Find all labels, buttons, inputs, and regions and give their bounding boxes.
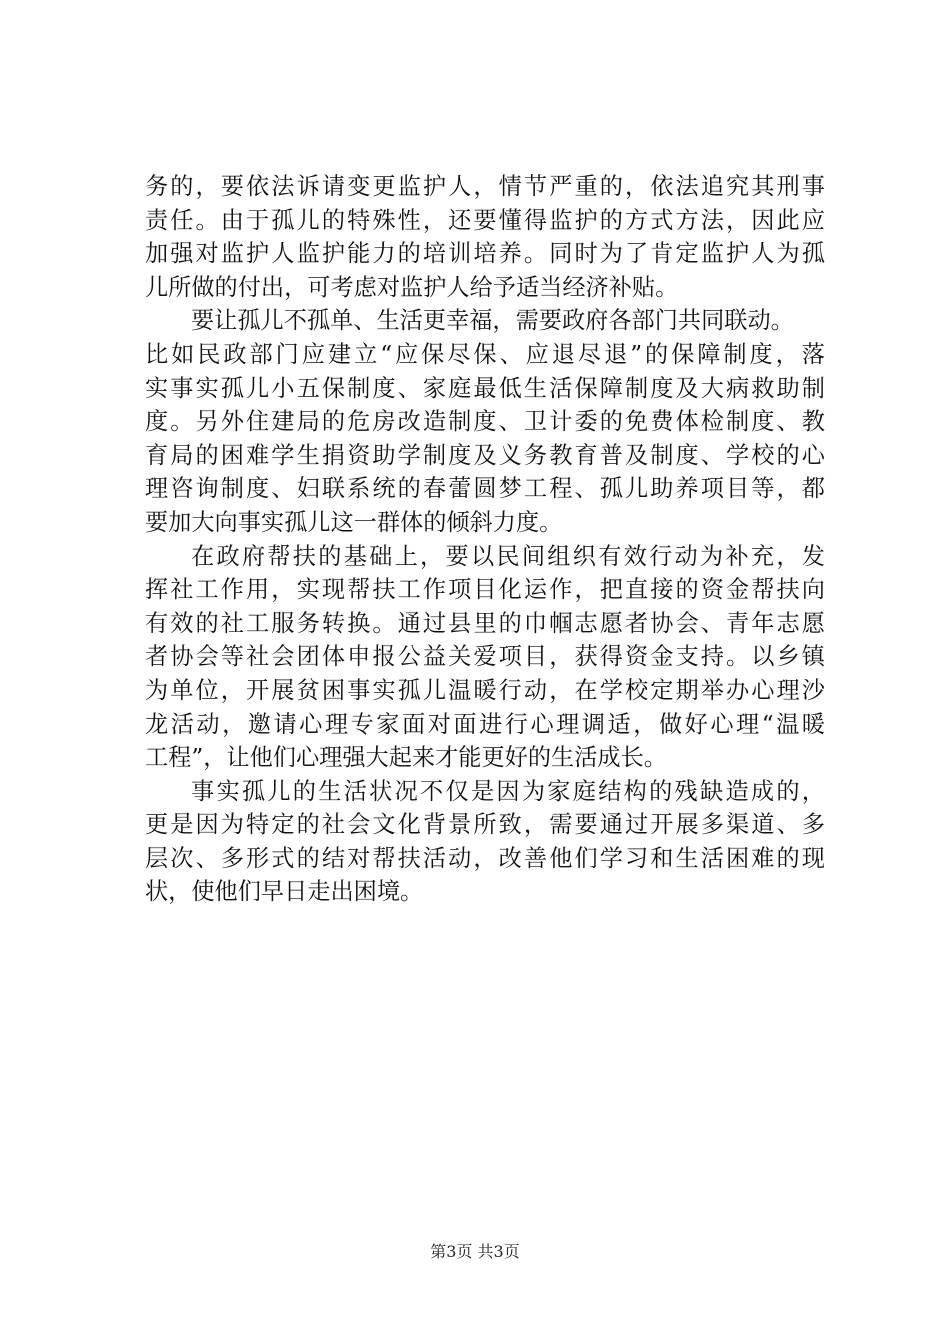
paragraph-start-line: 事实孤儿的生活状况不仅是因为家庭结构的残缺造成的，	[191, 777, 825, 805]
text-line: 要加大向事实孤儿这一群体的倾斜力度。	[145, 508, 563, 536]
text-line: 儿所做的付出，可考虑对监护人给予适当经济补贴。	[145, 273, 679, 301]
text-line: 更是因为特定的社会文化背景所致，需要通过开展多渠道、多	[145, 811, 825, 839]
text-line: 工程”，让他们心理强大起来才能更好的生活成长。	[145, 744, 667, 772]
paragraph-start-line: 在政府帮扶的基础上，要以民间组织有效行动为补充，发	[191, 542, 825, 570]
text-line: 实事实孤儿小五保制度、家庭最低生活保障制度及大病救助制	[145, 374, 825, 402]
text-line: 育局的困难学生捐资助学制度及义务教育普及制度、学校的心	[145, 441, 825, 469]
text-line: 加强对监护人监护能力的培训培养。同时为了肯定监护人为孤	[145, 240, 825, 268]
text-line: 理咨询制度、妇联系统的春蕾圆梦工程、孤儿助养项目等，都	[145, 475, 825, 503]
text-line: 度。另外住建局的危房改造制度、卫计委的免费体检制度、教	[145, 408, 825, 436]
text-line: 者协会等社会团体申报公益关爱项目，获得资金支持。以乡镇	[145, 643, 825, 671]
text-line: 状，使他们早日走出困境。	[145, 878, 424, 906]
text-line: 责任。由于孤儿的特殊性，还要懂得监护的方式方法，因此应	[145, 206, 825, 234]
text-line: 务的，要依法诉请变更监护人，情节严重的，依法追究其刑事	[145, 173, 825, 200]
text-line: 有效的社工服务转换。通过县里的巾帼志愿者协会、青年志愿	[145, 609, 825, 637]
paragraph-start-line: 要让孤儿不孤单、生活更幸福，需要政府各部门共同联动。	[191, 307, 794, 335]
text-line: 比如民政部门应建立“应保尽保、应退尽退”的保障制度，落	[145, 340, 825, 368]
text-line: 挥社工作用，实现帮扶工作项目化运作，把直接的资金帮扶向	[145, 576, 825, 604]
text-line: 龙活动，邀请心理专家面对面进行心理调适，做好心理“温暖	[145, 710, 825, 738]
text-line: 为单位，开展贫困事实孤儿温暖行动，在学校定期举办心理沙	[145, 676, 825, 704]
body-text	[145, 170, 825, 909]
text-line: 层次、多形式的结对帮扶活动，改善他们学习和生活困难的现	[145, 844, 825, 872]
page-number-footer: 第3页 共3页	[430, 1242, 520, 1261]
